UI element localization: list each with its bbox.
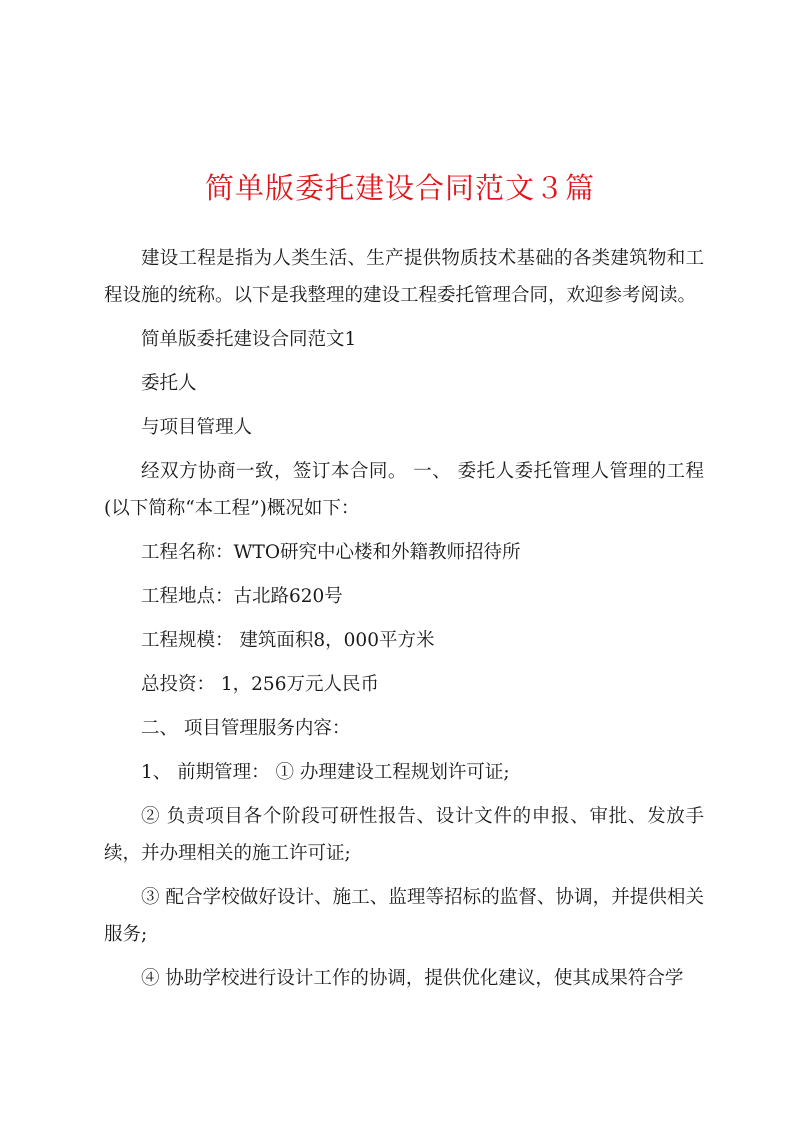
paragraph: 经双方协商一致，签订本合同。 一、 委托人委托管理人管理的工程(以下简称“本工程”)概况如下：	[104, 461, 704, 519]
document-body	[104, 240, 704, 1004]
paragraph: ④ 协助学校进行设计工作的协调，提供优化建议，使其成果符合学	[141, 968, 684, 989]
document-title: 简单版委托建设合同范文３篇	[204, 171, 595, 205]
paragraph: ② 负责项目各个阶段可研性报告、设计文件的申报、审批、发放手续，并办理相关的施工许可证;	[104, 806, 704, 864]
paragraph: ③ 配合学校做好设计、施工、监理等招标的监督、协调，并提供相关服务;	[104, 887, 704, 945]
paragraph: 工程规模： 建筑面积8，000平方米	[141, 630, 435, 651]
paragraph: 工程地点：古北路620号	[141, 586, 343, 607]
paragraph: 1、 前期管理： ① 办理建设工程规划许可证;	[141, 762, 510, 783]
paragraph: 与项目管理人	[141, 417, 253, 438]
paragraph: 简单版委托建设合同范文1	[141, 329, 357, 350]
paragraph: 工程名称：WTO研究中心楼和外籍教师招待所	[141, 542, 521, 563]
paragraph: 总投资： 1，256万元人民币	[141, 674, 379, 695]
paragraph: 建设工程是指为人类生活、生产提供物质技术基础的各类建筑物和工程设施的统称。以下是我整理的建设工程委托管理合同，欢迎参考阅读。	[104, 248, 704, 306]
paragraph: 委托人	[141, 373, 197, 394]
paragraph: 二、 项目管理服务内容：	[141, 718, 351, 739]
